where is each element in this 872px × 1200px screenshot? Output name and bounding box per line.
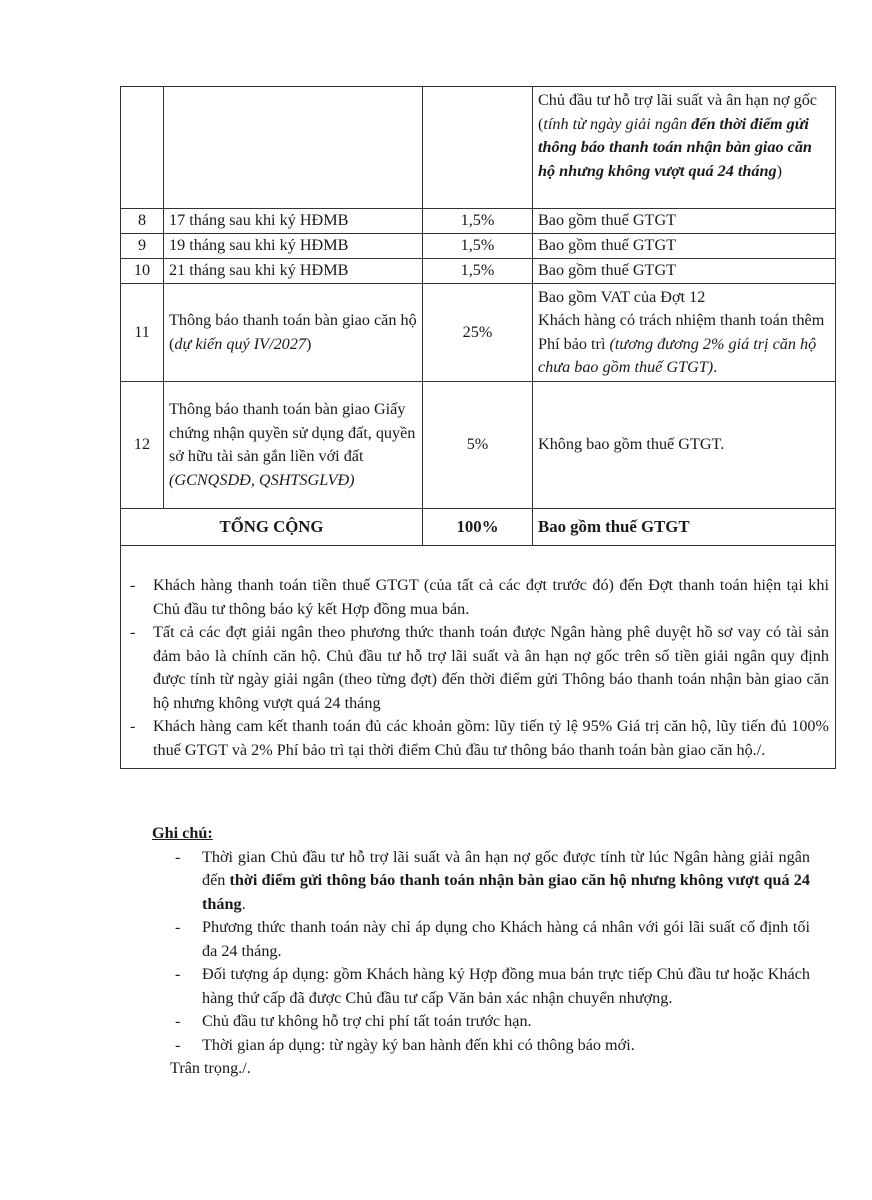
installment-note: Bao gồm thuế GTGT bbox=[533, 234, 836, 259]
dash-marker: - bbox=[175, 965, 181, 983]
notes-row bbox=[121, 546, 836, 769]
remark-item: - Thời gian Chủ đầu tư hỗ trợ lãi suất và ân hạn nợ gốc được tính từ lúc Ngân hàng giải ngân đến thời điểm gửi thông báo thanh toán nhận bàn giao căn hộ nhưng không vượt quá 24 tháng. bbox=[175, 847, 810, 913]
payment-schedule-table bbox=[120, 86, 836, 769]
table-row bbox=[121, 209, 836, 234]
table-row bbox=[121, 87, 836, 209]
note-item: - Khách hàng cam kết thanh toán đủ các khoản gồm: lũy tiến tỷ lệ 95% Giá trị căn hộ, lũy tiến đủ 100% thuế GTGT và 2% Phí bảo trì tại thời điểm Chủ đầu tư thông báo thanh toán bàn giao căn hộ./. bbox=[127, 715, 829, 762]
remark-item: - Đối tượng áp dụng: gồm Khách hàng ký Hợp đồng mua bán trực tiếp Chủ đầu tư hoặc Khách hàng thứ cấp đã được Chủ đầu tư cấp Văn bản xác nhận chuyển nhượng. bbox=[175, 965, 810, 1007]
installment-percent: 5% bbox=[423, 382, 533, 509]
note-item: - Khách hàng thanh toán tiền thuế GTGT (của tất cả các đợt trước đó) đến Đợt thanh toán hiện tại khi Chủ đầu tư thông báo ký kết Hợp đồng mua bán. bbox=[127, 574, 829, 621]
total-percent: 100% bbox=[423, 509, 533, 546]
table-notes bbox=[121, 546, 836, 769]
remarks-title: Ghi chú: bbox=[152, 824, 213, 842]
remark-item: - Thời gian áp dụng: từ ngày ký ban hành đến khi có thông báo mới. bbox=[150, 1034, 810, 1058]
table-row bbox=[121, 234, 836, 259]
installment-number: 8 bbox=[121, 209, 164, 234]
installment-number: 12 bbox=[121, 382, 164, 509]
dash-marker: - bbox=[175, 847, 181, 866]
installment-number: 11 bbox=[121, 284, 164, 382]
table-row bbox=[121, 284, 836, 382]
installment-time: Thông báo thanh toán bàn giao căn hộ (dự kiến quý IV/2027) bbox=[164, 284, 423, 382]
installment-number: 10 bbox=[121, 259, 164, 284]
installment-note: Chủ đầu tư hỗ trợ lãi suất và ân hạn nợ gốc (tính từ ngày giải ngân đến thời điểm gửi thông báo thanh toán nhận bàn giao căn hộ nhưng không vượt quá 24 tháng) bbox=[533, 87, 836, 209]
installment-percent: 1,5% bbox=[423, 234, 533, 259]
table-row bbox=[121, 382, 836, 509]
installment-time: 19 tháng sau khi ký HĐMB bbox=[164, 234, 423, 259]
installment-note: Không bao gồm thuế GTGT. bbox=[533, 382, 836, 509]
installment-time: 21 tháng sau khi ký HĐMB bbox=[164, 259, 423, 284]
closing-text: Trân trọng./. bbox=[170, 1059, 251, 1077]
total-row bbox=[121, 509, 836, 546]
dash-marker: - bbox=[175, 1012, 181, 1030]
table-row bbox=[121, 259, 836, 284]
total-note: Bao gồm thuế GTGT bbox=[533, 509, 836, 546]
total-label: TỔNG CỘNG bbox=[121, 509, 423, 546]
installment-note: Bao gồm thuế GTGT bbox=[533, 209, 836, 234]
installment-note: Bao gồm thuế GTGT bbox=[533, 259, 836, 284]
installment-number: 9 bbox=[121, 234, 164, 259]
remark-item: - Phương thức thanh toán này chỉ áp dụng cho Khách hàng cá nhân với gói lãi suất cố định tối đa 24 tháng. bbox=[175, 918, 810, 960]
installment-percent: 1,5% bbox=[423, 209, 533, 234]
note-item: - Tất cả các đợt giải ngân theo phương thức thanh toán được Ngân hàng phê duyệt hồ sơ vay có tài sản đảm bảo là chính căn hộ. Chủ đầu tư hỗ trợ lãi suất và ân hạn nợ gốc trên số tiền giải ngân quy định được tính từ ngày giải ngân (theo từng đợt) đến thời điểm gửi Thông báo thanh toán nhận bàn giao căn hộ nhưng không vượt quá 24 tháng bbox=[127, 621, 829, 715]
dash-marker: - bbox=[175, 918, 181, 936]
installment-time bbox=[164, 87, 423, 209]
installment-time: 17 tháng sau khi ký HĐMB bbox=[164, 209, 423, 234]
installment-number bbox=[121, 87, 164, 209]
installment-percent: 25% bbox=[423, 284, 533, 382]
dash-marker: - bbox=[175, 1035, 181, 1054]
installment-note: Bao gồm VAT của Đợt 12 Khách hàng có trách nhiệm thanh toán thêm Phí bảo trì (tương đương 2% giá trị căn hộ chưa bao gồm thuế GTGT). bbox=[533, 284, 836, 382]
installment-percent bbox=[423, 87, 533, 209]
remark-item: - Chủ đầu tư không hỗ trợ chi phí tất toán trước hạn. bbox=[150, 1010, 810, 1034]
installment-percent: 1,5% bbox=[423, 259, 533, 284]
remarks-section bbox=[150, 822, 810, 1081]
installment-time: Thông báo thanh toán bàn giao Giấy chứng nhận quyền sử dụng đất, quyền sở hữu tài sản gắn liền với đất (GCNQSDĐ, QSHTSGLVĐ) bbox=[164, 382, 423, 509]
